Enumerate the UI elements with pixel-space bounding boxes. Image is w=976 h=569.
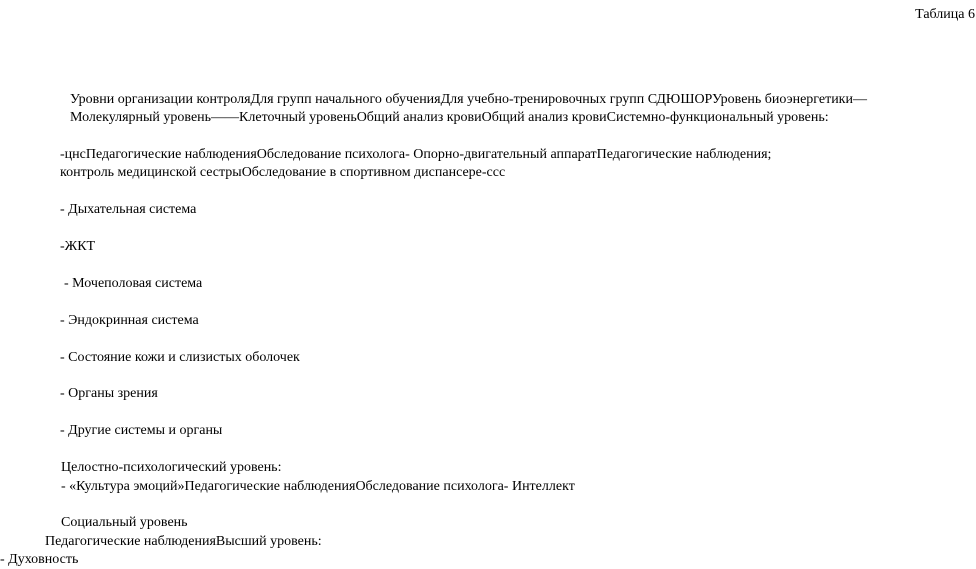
system-item: -ЖКТ: [60, 239, 96, 254]
table-number-label: Таблица 6: [915, 7, 975, 22]
system-item: - Другие системы и органы: [60, 423, 223, 438]
psych-level-heading: Целостно-психологический уровень:: [61, 460, 282, 475]
cns-line: -цнсПедагогические наблюденияОбследование психолога- Опорно-двигательный аппаратПедагогические наблюдения;: [60, 147, 772, 162]
system-item: - Эндокринная система: [60, 313, 199, 328]
control-levels-paragraph: Уровни организации контроляДля групп начального обученияДля учебно-тренировочных групп СДЮШОРУровень биоэнергетики—Молекулярный уровень——Клеточный уровеньОбщий анализ кровиОбщий анализ кровиСистемно-функциональный уровень:: [70, 92, 867, 125]
system-item: - Мочеполовая система: [64, 276, 203, 291]
system-item: - Органы зрения: [60, 386, 158, 401]
highest-level-item: - Духовность: [0, 552, 79, 567]
medical-control-line: контроль медицинской сестрыОбследование в спортивном диспансере-ссс: [60, 165, 506, 180]
system-item: - Дыхательная система: [60, 202, 197, 217]
system-item: - Состояние кожи и слизистых оболочек: [60, 350, 300, 365]
psych-level-line: - «Культура эмоций»Педагогические наблюденияОбследование психолога- Интеллект: [61, 479, 575, 494]
social-level-heading: Социальный уровень: [61, 515, 188, 530]
social-level-line: Педагогические наблюденияВысший уровень:: [45, 534, 322, 549]
